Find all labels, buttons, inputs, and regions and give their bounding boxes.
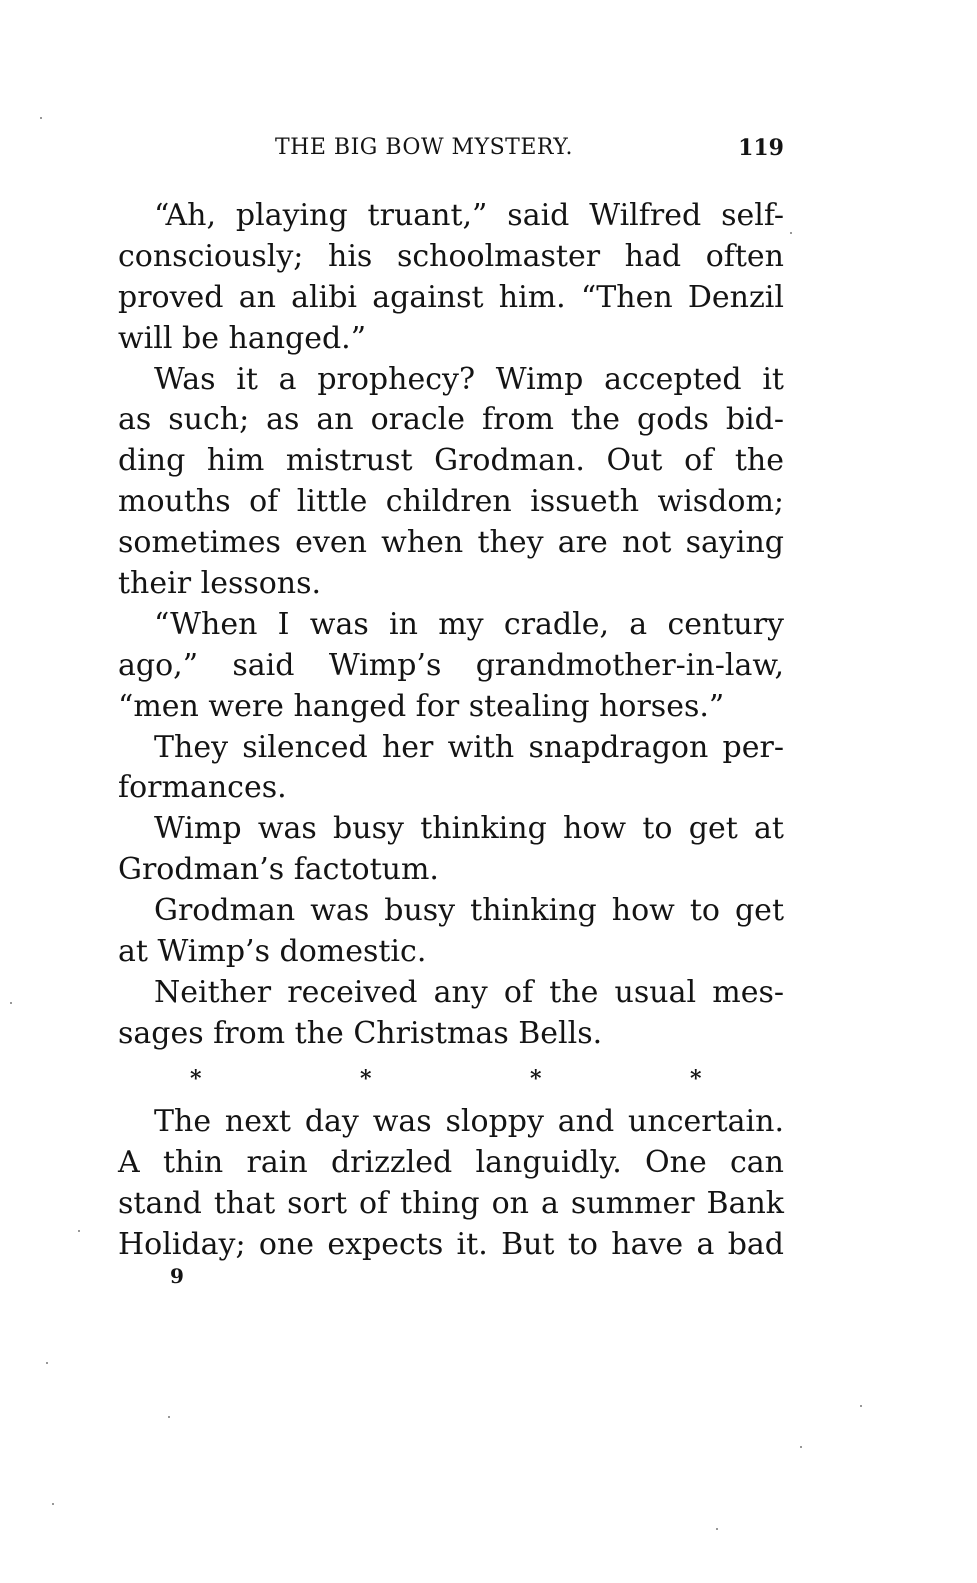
text-line: ding him mistrust Grodman. Out of the [118, 443, 784, 479]
text-line: consciously; his schoolmaster had often [118, 238, 784, 274]
scan-speck [716, 1528, 718, 1530]
section-break-star: * [190, 1066, 202, 1092]
scan-speck [10, 1002, 12, 1004]
text-line: proved an alibi against him. “Then Denzil [118, 279, 784, 315]
scan-speck [800, 1446, 802, 1448]
page-number: 119 [738, 135, 784, 161]
text-line: A thin rain drizzled languidly. One can [118, 1144, 784, 1180]
text-line: Grodman was busy thinking how to get [154, 893, 784, 929]
scan-speck [168, 1416, 170, 1418]
scan-speck [860, 1405, 862, 1407]
page-header [118, 135, 784, 169]
text-line: ago,” said Wimp’s grandmother-in-law, [118, 647, 784, 683]
text-line: stand that sort of thing on a summer Bank [118, 1185, 784, 1221]
scan-speck [46, 1362, 48, 1364]
text-line: Was it a prophecy? Wimp accepted it [154, 361, 784, 397]
text-line: “When I was in my cradle, a century [154, 606, 784, 642]
text-line: Wimp was busy thinking how to get at [154, 811, 784, 847]
section-break [190, 1066, 720, 1106]
text-line: “men were hanged for stealing horses.” [118, 688, 725, 724]
signature-mark: 9 [170, 1264, 184, 1288]
section-break-star: * [690, 1066, 702, 1092]
body-text [118, 196, 784, 1055]
scan-speck [52, 1503, 54, 1505]
text-line: as such; as an oracle from the gods bid- [118, 402, 784, 438]
scan-speck [40, 117, 42, 119]
text-line: will be hanged.” [118, 320, 367, 356]
running-title: THE BIG BOW MYSTERY. [275, 135, 573, 160]
text-line: The next day was sloppy and uncertain. [154, 1104, 784, 1139]
text-line: They silenced her with snapdragon per- [154, 729, 784, 765]
scan-speck [790, 232, 792, 234]
section-break-star: * [530, 1066, 542, 1092]
scan-speck [78, 1230, 80, 1232]
section-break-star: * [360, 1066, 372, 1092]
text-line: Grodman’s factotum. [118, 852, 439, 888]
text-line: mouths of little children issueth wisdom; [118, 484, 784, 520]
text-line: “Ah, playing truant,” said Wilfred self- [154, 198, 784, 233]
text-line: their lessons. [118, 566, 322, 602]
text-line: sages from the Christmas Bells. [118, 1015, 603, 1051]
text-line: sometimes even when they are not saying [118, 525, 784, 561]
text-line: formances. [118, 770, 287, 806]
body-text-continued [118, 1102, 784, 1266]
text-line: Neither received any of the usual mes- [154, 974, 784, 1010]
text-line: Holiday; one expects it. But to have a bad [118, 1226, 784, 1262]
text-line: at Wimp’s domestic. [118, 934, 427, 970]
